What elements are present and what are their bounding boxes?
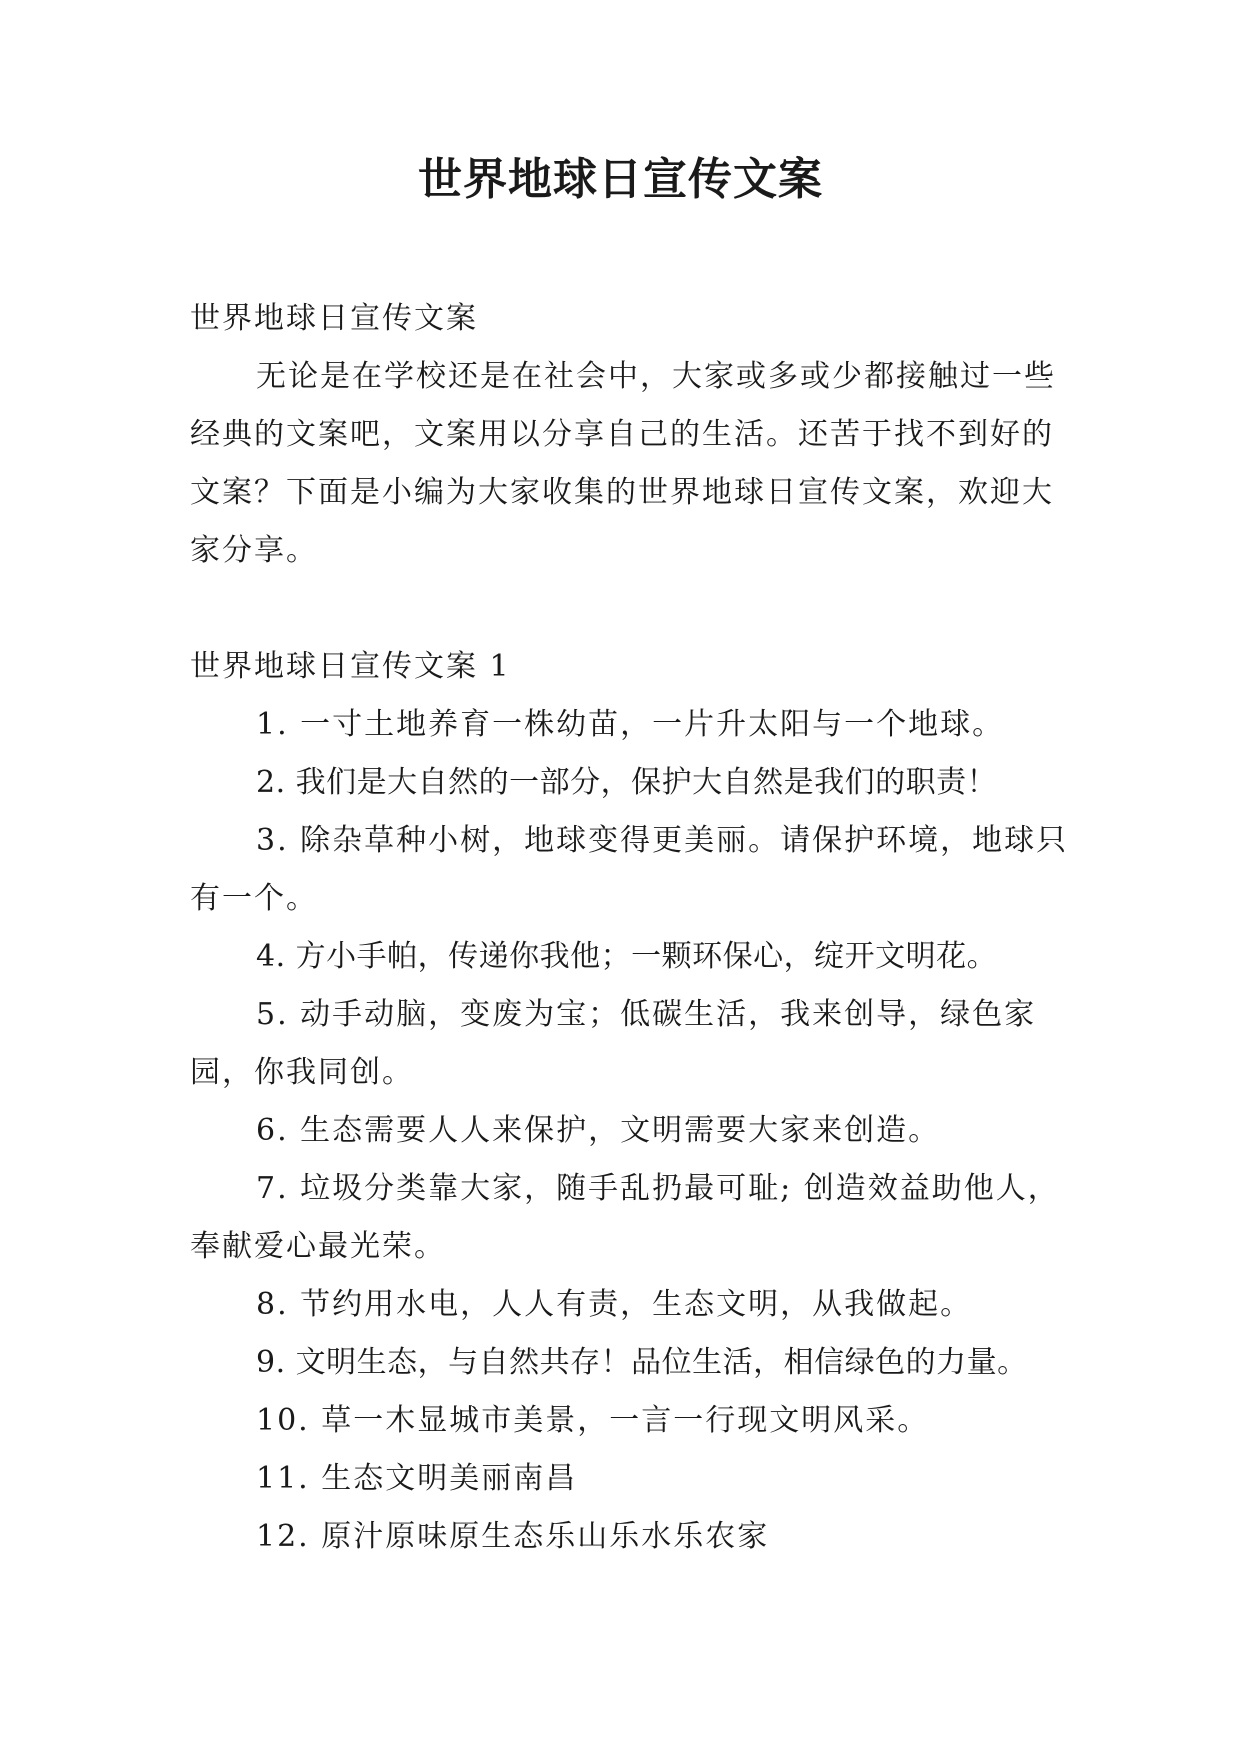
list-item: 1. 一寸土地养育一株幼苗，一片升太阳与一个地球。 <box>256 707 1005 742</box>
list-item: 2. 我们是大自然的一部分，保护大自然是我们的职责！ <box>256 765 998 800</box>
list-item: 8. 节约用水电，人人有责，生态文明，从我做起。 <box>256 1287 973 1322</box>
list-item: 9. 文明生态，与自然共存！品位生活，相信绿色的力量。 <box>256 1345 1028 1380</box>
document-title: 世界地球日宣传文案 <box>418 154 823 205</box>
document-body <box>190 290 1070 1566</box>
list-item: 11. 生态文明美丽南昌 <box>256 1461 578 1496</box>
list-item: 10. 草一木显城市美景，一言一行现文明风采。 <box>256 1403 930 1438</box>
list-item: 7. 垃圾分类靠大家，随手乱扔最可耻; 创造效益助他人，奉献爱心最光荣。 <box>190 1171 1060 1264</box>
intro-paragraph: 无论是在学校还是在社会中，大家或多或少都接触过一些经典的文案吧，文案用以分享自己的生活。还苦于找不到好的文案？下面是小编为大家收集的世界地球日宣传文案，欢迎大家分享。 <box>190 359 1056 568</box>
list-item: 6. 生态需要人人来保护，文明需要大家来创造。 <box>256 1113 941 1148</box>
list-item: 5. 动手动脑，变废为宝；低碳生活，我来创导，绿色家园，你我同创。 <box>190 997 1037 1090</box>
list-item: 3. 除杂草种小树，地球变得更美丽。请保护环境，地球只有一个。 <box>190 823 1069 916</box>
document-subtitle: 世界地球日宣传文案 <box>190 301 478 336</box>
list-item: 4. 方小手帕，传递你我他；一颗环保心，绽开文明花。 <box>256 939 998 974</box>
list-item: 12. 原汁原味原生态乐山乐水乐农家 <box>256 1519 770 1554</box>
section-heading: 世界地球日宣传文案 1 <box>190 649 511 684</box>
